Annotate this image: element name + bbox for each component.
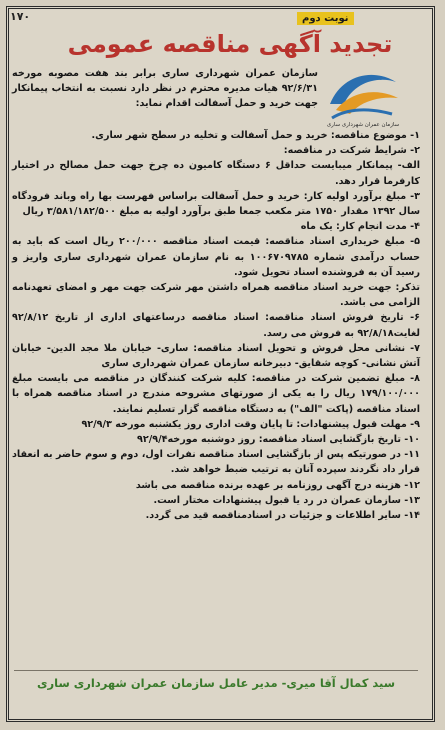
clause-4: ۴- مدت انجام کار: یک ماه — [300, 221, 420, 233]
intro-text: سازمان عمران شهرداری ساری برابر بند هفت مصوبه مورخه ۹۲/۶/۳۱ هیات مدیره محترم در نظر دارد نسبت به انتخاب پیمانکار جهت خرید و حمل آسفالت اقدام نماید: — [12, 68, 318, 110]
clause-5: ۵- مبلغ خریداری اسناد مناقصه: قیمت اسناد مناقصه ۲۰۰/۰۰۰ ریال است که باید به حساب درآمدی شماره ۱۰۰۶۷۰۹۷۸۵ به نام سازمان عمران شهرداری ساری واریز و رسید آن به فروشنده اسناد تحویل شود. — [12, 236, 420, 278]
clause-1: ۱- موضوع مناقصه: خرید و حمل آسفالت و تخلیه در سطح شهر ساری. — [91, 130, 420, 141]
clause-3: ۳- مبلغ برآورد اولیه کار: خرید و حمل آسفالت براساس فهرست بها راه وباند فرودگاه سال ۱۳۹۲ مقدار ۱۷۵۰ متر مکعب جمعا طبق برآورد اولیه به مبلغ ۳/۵۸۱/۱۸۲/۵۰۰ ریال — [12, 190, 420, 218]
clause-6: ۶- تاریخ فروش اسناد مناقصه: اسناد مناقصه درساعتهای اداری از تاریخ ۹۲/۸/۱۲ لغایت۹۲/۸/۱۸ به فروش می رسد. — [12, 312, 420, 339]
clause-7: ۷- نشانی محل فروش و تحویل اسناد مناقصه: ساری- خیابان ملا مجد الدین- خیابان آتش نشانی- کوچه شقایق- دبیرخانه سازمان عمران شهرداری ساری — [12, 342, 420, 370]
divider — [14, 670, 418, 671]
clause-10: ۱۰- تاریخ بازگشایی اسناد مناقصه: روز دوشنبه مورخه۹۲/۹/۴ — [137, 434, 420, 446]
organization-logo — [322, 64, 404, 128]
clause-14: ۱۴- سایر اطلاعات و جزئیات در اسنادمناقصه قید می گردد. — [145, 510, 420, 522]
round-badge: نوبت دوم — [297, 12, 354, 25]
signature: سید کمال آقا میری- مدیر عامل سازمان عمران شهرداری ساری — [36, 676, 396, 690]
clause-8: ۸- مبلغ تضمین شرکت در مناقصه: کلیه شرکت کنندگان در مناقصه می بایست مبلغ ۱۷۹/۱۰۰/۰۰۰ ریال را به یکی از صورتهای مشروحه مندرج در اسناد مناقصه همراه با اسناد مناقصه (پاکت "الف") به دستگاه مناقصه گزار تسلیم نمایند. — [12, 373, 420, 415]
ad-body — [12, 128, 420, 523]
page-number: ۱۷۰ — [10, 10, 31, 23]
note: تذکر: جهت خرید اسناد مناقصه همراه داشتن مهر شرکت جهت مهر و امضای تعهدنامه الزامی می باشد. — [12, 282, 420, 309]
logo-text: سازمان عمران شهرداری ساری — [326, 122, 400, 128]
clause-11: ۱۱- در صورتیکه پس از بازگشایی اسناد مناقصه نفرات اول، دوم و سوم حاضر به انعقاد قرار داد نگردند سپرده آنان به ترتیب ضبط خواهد شد. — [12, 449, 420, 476]
clause-2: ۲- شرایط شرکت در مناقصه: — [283, 145, 420, 157]
clause-2a: الف- پیمانکار میبایست حداقل ۶ دستگاه کامیون ده چرخ جهت حمل مصالح در اختیار کارفرما قرار دهد. — [12, 160, 420, 187]
ad-title: تجدید آگهی مناقصه عمومی — [67, 30, 393, 58]
clause-9: ۹- مهلت قبول پیشنهادات: تا پایان وقت اداری روز یکشنبه مورخه ۹۲/۹/۳ — [81, 418, 420, 430]
clause-12: ۱۲- هزینه درج آگهی روزنامه بر عهده برنده مناقصه می باشد — [135, 479, 420, 491]
clause-13: ۱۳- سازمان عمران در رد یا قبول پیشنهادات مختار است. — [153, 494, 420, 506]
